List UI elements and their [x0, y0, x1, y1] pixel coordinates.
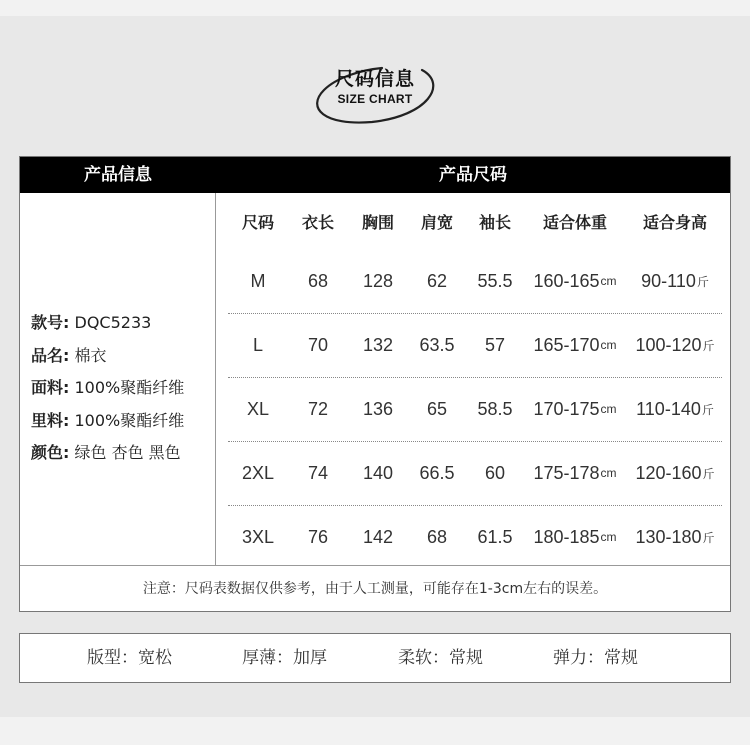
sleeve-cell: 60: [484, 462, 506, 483]
lining: [31, 405, 184, 438]
style-number: [31, 307, 184, 340]
attribute-label: 厚薄：: [242, 648, 293, 668]
height-unit: 斤: [702, 338, 715, 353]
height-cell: [626, 441, 724, 505]
height-value: 110-140: [636, 398, 701, 419]
column-header: 肩宽: [420, 212, 453, 232]
height-value: 120-160: [635, 462, 702, 483]
height-value: 90-110: [641, 270, 696, 291]
weight-cell: [524, 377, 626, 441]
heading-title-en: SIZE CHART: [337, 92, 413, 106]
attribute-fit: [87, 634, 172, 682]
table-row: [216, 505, 730, 569]
fabric: [31, 372, 184, 405]
info-value: 绿色 杏色 黑色: [69, 443, 181, 462]
height-unit: 斤: [702, 530, 715, 545]
info-label: 面料:: [31, 378, 70, 397]
length-cell: 72: [307, 398, 329, 419]
weight-value: 160-165: [533, 270, 600, 291]
weight-cell: [524, 505, 626, 569]
attribute-softness: [398, 634, 483, 682]
info-label: 颜色:: [31, 443, 70, 462]
product-name: [31, 340, 184, 373]
shoulder-cell: 65: [426, 398, 448, 419]
info-label: 里料:: [31, 410, 70, 430]
height-cell: [626, 377, 724, 441]
info-value: 100%聚酯纤维: [69, 378, 185, 397]
info-value: 100%聚酯纤维: [69, 410, 185, 430]
table-header-bar: [20, 157, 730, 193]
weight-cell: [524, 313, 626, 377]
height-unit: 斤: [702, 466, 715, 481]
size-grid-header-row: [216, 193, 730, 249]
shoulder-cell: 62: [426, 270, 448, 291]
weight-unit: cm: [600, 466, 617, 480]
shoulder-cell: 66.5: [419, 462, 455, 483]
weight-value: 180-185: [533, 526, 600, 547]
table-row: [216, 377, 730, 441]
length-cell: 76: [307, 526, 329, 547]
chest-cell: 136: [362, 398, 394, 419]
sleeve-cell: 61.5: [477, 526, 513, 547]
height-value: 100-120: [635, 334, 702, 355]
shoulder-cell: 68: [426, 526, 448, 547]
size-cell: M: [250, 270, 266, 291]
size-cell: 2XL: [241, 462, 275, 483]
length-cell: 74: [307, 462, 329, 483]
height-value: 130-180: [635, 526, 702, 547]
length-cell: 70: [307, 334, 329, 355]
chest-cell: 140: [362, 462, 394, 483]
column-header: 衣长: [301, 212, 334, 232]
height-cell: [626, 313, 724, 377]
top-band: [0, 0, 750, 16]
attribute-value: 宽松: [138, 648, 172, 668]
attribute-label: 版型：: [87, 648, 138, 668]
measurement-note: 注意：尺码表数据仅供参考，由于人工测量，可能存在1-3cm左右的误差。: [20, 565, 730, 611]
product-info-column: [20, 193, 216, 565]
height-unit: 斤: [696, 274, 709, 289]
attribute-value: 常规: [449, 648, 483, 668]
size-table: [19, 156, 731, 612]
attribute-label: 弹力：: [553, 648, 604, 668]
product-attributes: [19, 633, 731, 683]
sleeve-cell: 58.5: [477, 398, 513, 419]
product-info-list: [31, 307, 184, 470]
heading-title-cn: 尺码信息: [334, 68, 415, 90]
height-cell: [626, 249, 724, 313]
table-row: [216, 313, 730, 377]
table-row: [216, 249, 730, 313]
weight-value: 175-178: [533, 462, 600, 483]
size-cell: L: [252, 334, 263, 355]
info-value: DQC5233: [69, 313, 152, 332]
weight-value: 170-175: [533, 398, 600, 419]
product-size-header: 产品尺码: [439, 165, 507, 185]
attribute-value: 加厚: [293, 648, 327, 668]
table-row: [216, 441, 730, 505]
shoulder-cell: 63.5: [419, 334, 455, 355]
chest-cell: 132: [362, 334, 394, 355]
attribute-label: 柔软：: [398, 648, 449, 668]
weight-unit: cm: [600, 530, 617, 544]
sleeve-cell: 57: [484, 334, 506, 355]
length-cell: 68: [307, 270, 329, 291]
column-header: 适合体重: [542, 212, 607, 232]
weight-unit: cm: [600, 402, 617, 416]
column-header: 尺码: [241, 212, 274, 232]
info-label: 款号:: [31, 313, 70, 332]
weight-unit: cm: [600, 274, 617, 288]
column-header: 袖长: [478, 212, 511, 232]
bottom-band: [0, 717, 750, 745]
info-label: 品名:: [31, 345, 70, 365]
size-grid: [216, 193, 730, 565]
attribute-elasticity: [553, 634, 638, 682]
attribute-thickness: [242, 634, 327, 682]
chest-cell: 128: [362, 270, 394, 291]
size-chart-heading: [310, 56, 440, 126]
weight-unit: cm: [600, 338, 617, 352]
sleeve-cell: 55.5: [477, 270, 513, 291]
colors: [31, 437, 184, 470]
column-header: 适合身高: [642, 212, 707, 232]
height-unit: 斤: [701, 402, 714, 417]
weight-cell: [524, 249, 626, 313]
attribute-value: 常规: [604, 648, 638, 668]
size-cell: XL: [246, 398, 270, 419]
product-info-header: 产品信息: [84, 165, 152, 185]
weight-value: 165-170: [533, 334, 600, 355]
height-cell: [626, 505, 724, 569]
info-value: 棉衣: [69, 345, 107, 365]
chest-cell: 142: [362, 526, 394, 547]
column-header: 胸围: [361, 212, 394, 232]
weight-cell: [524, 441, 626, 505]
size-cell: 3XL: [241, 526, 275, 547]
